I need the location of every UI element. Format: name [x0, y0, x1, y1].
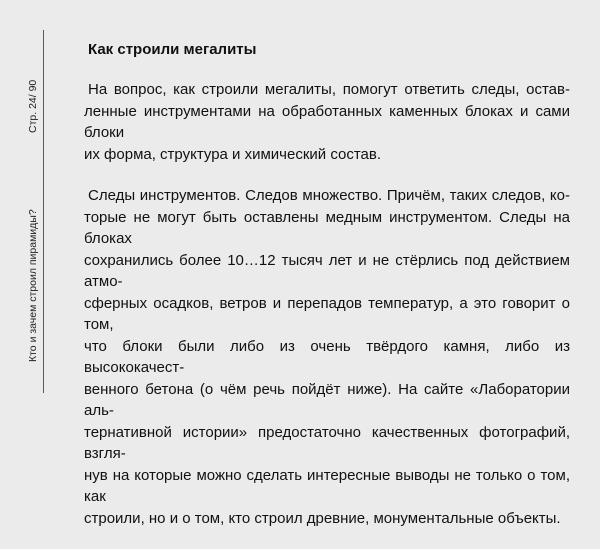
paragraph-line: их форма, структура и химический состав.	[84, 145, 382, 163]
paragraph-line: нув на которые можно сделать интересные выводы не только о том, как	[84, 466, 570, 505]
page-number: Стр. 24/ 90	[27, 79, 39, 133]
paragraph-line: На вопрос, как строили мегалиты, помогут ответить следы, остав-	[88, 81, 570, 98]
paragraph-line: сферных осадков, ветров и перепадов температур, а это говорит о том,	[84, 294, 570, 333]
paragraph-intro	[84, 79, 570, 165]
paragraph-tool-marks	[84, 185, 570, 529]
book-title: Кто и зачем строил пирамиды?	[27, 209, 39, 362]
paragraph-line: Следы инструментов. Следов множество. Причём, таких следов, ко-	[88, 187, 570, 204]
paragraph-line: сохранились более 10…12 тысяч лет и не стёрлись под действием атмо-	[84, 251, 570, 290]
paragraph-line: венного бетона (о чём речь пойдёт ниже). На сайте «Лаборатории аль-	[84, 380, 570, 419]
margin-rule	[43, 30, 44, 393]
section-heading: Как строили мегалиты	[88, 41, 257, 58]
paragraph-line: торые не могут быть оставлены медным инструментом. Следы на блоках	[84, 208, 570, 247]
paragraph-line: что блоки были либо из очень твёрдого камня, либо из высококачест-	[84, 337, 570, 376]
paragraph-line: тернативной истории» предостаточно качественных фотографий, взгля-	[84, 423, 570, 462]
paragraph-line: ленные инструментами на обработанных каменных блоках и сами блоки	[84, 102, 570, 141]
paragraph-line: строили, но и о том, кто строил древние, монументальные объекты.	[84, 509, 561, 527]
document-body	[84, 40, 570, 549]
